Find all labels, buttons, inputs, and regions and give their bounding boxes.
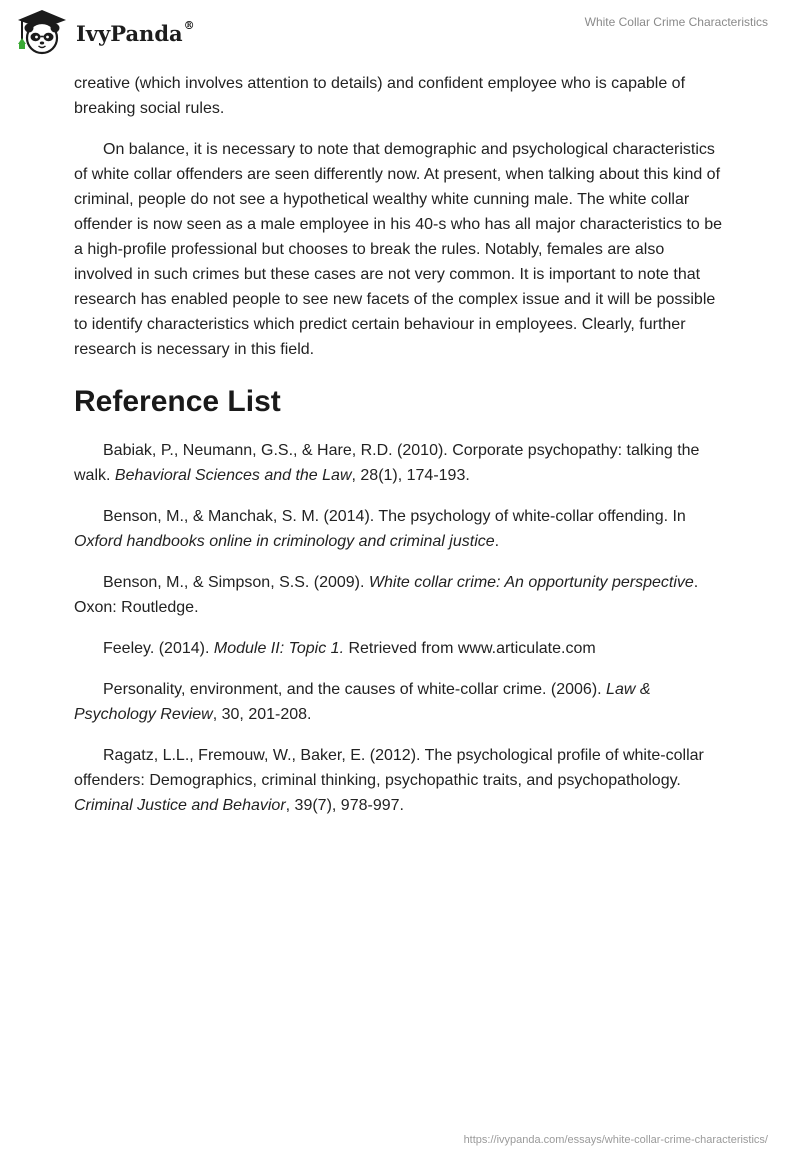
panda-graduation-cap-icon (14, 8, 70, 56)
reference-item: Babiak, P., Neumann, G.S., & Hare, R.D. (2010). Corporate psychopathy: talking the walk. Behavioral Sciences and the Law, 28(1), 174-193. (74, 442, 700, 484)
registered-mark: ® (183, 18, 195, 32)
brand-name: IvyPanda® (76, 18, 195, 46)
reference-item: Feeley. (2014). Module II: Topic 1. Retrieved from www.articulate.com (103, 640, 596, 657)
source-url[interactable]: https://ivypanda.com/essays/white-collar-crime-characteristics/ (463, 1134, 768, 1146)
reference-item: Ragatz, L.L., Fremouw, W., Baker, E. (2012). The psychological profile of white-collar offenders: Demographics, criminal thinking, psychopathic traits, and psychopathology. Criminal Justice and Behavior, 39(7), 978-997. (74, 747, 704, 814)
reference-item: Personality, environment, and the causes of white-collar crime. (2006). Law & Psychology Review, 30, 201-208. (74, 681, 651, 723)
ivypanda-logo[interactable] (14, 8, 195, 56)
reference-item: Benson, M., & Simpson, S.S. (2009). White collar crime: An opportunity perspective. Oxon: Routledge. (74, 574, 699, 616)
reference-list (74, 438, 726, 818)
essay-content (74, 71, 726, 834)
reference-item: Benson, M., & Manchak, S. M. (2014). The psychology of white-collar offending. In Oxford handbooks online in criminology and criminal justice. (74, 508, 686, 550)
body-paragraph-1: creative (which involves attention to details) and confident employee who is capable of breaking social rules. (74, 75, 686, 117)
reference-list-heading: Reference List (74, 385, 281, 418)
body-paragraph-2: On balance, it is necessary to note that demographic and psychological characteristics of white collar offenders are seen differently now. At present, when talking about this kind of criminal, people do not see a hypothetical wealthy white cunning male. The white collar offender is now seen as a male employee in his 40-s who has all major characteristics to be a high-profile professional but chooses to break the rules. Notably, females are also involved in such crimes but these cases are not very common. It is important to note that research has enabled people to see new facets of the complex issue and it will be possible to identify characteristics which predict certain behaviour in employees. Clearly, further research is necessary in this field. (74, 141, 723, 358)
page-header (0, 0, 800, 64)
document-title: White Collar Crime Characteristics (584, 15, 768, 29)
